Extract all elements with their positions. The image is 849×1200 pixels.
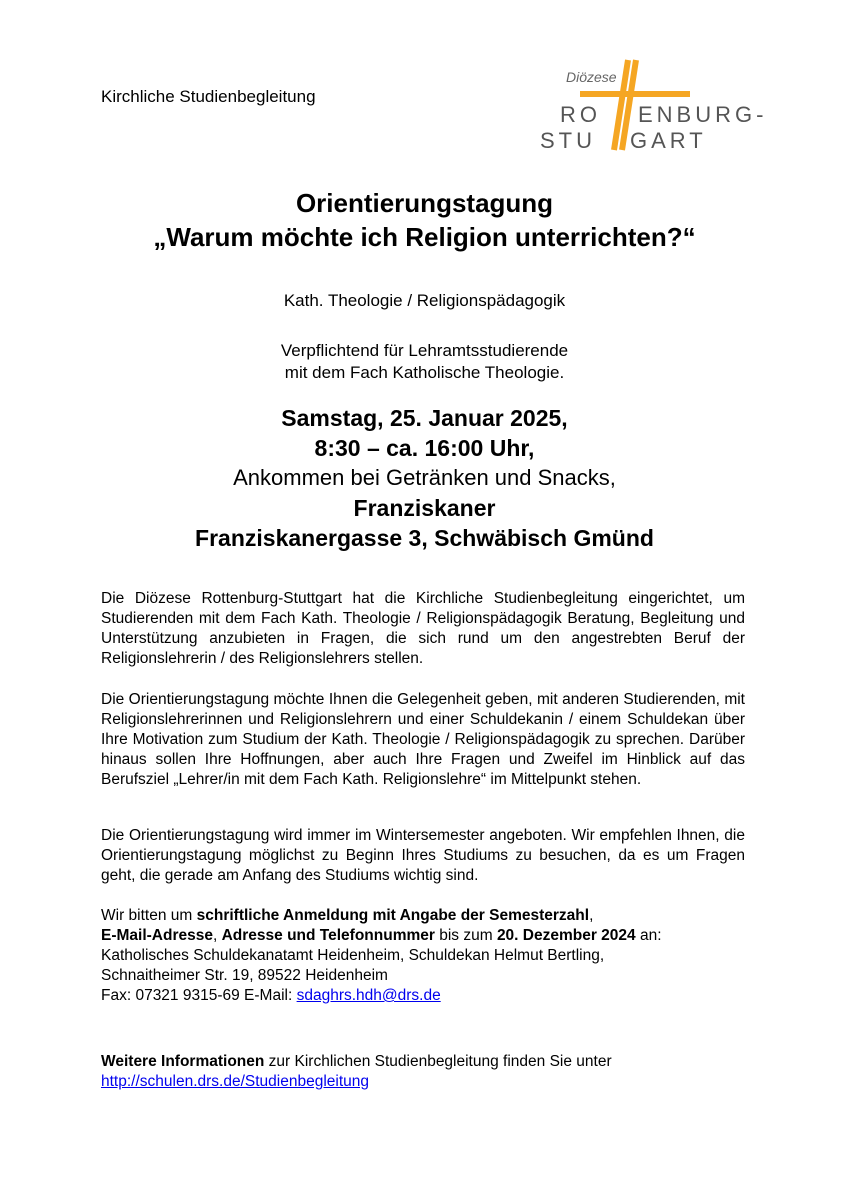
paragraph-purpose: Die Orientierungstagung möchte Ihnen die Gelegenheit geben, mit anderen Studierenden, mit Religionslehrerinnen und Religionslehrern und einer Schuldekanin / einem Schuldekan über Ihre Motivation zum Studium der Kath. Theologie / Religionspädagogik zu sprechen. Darüber hinaus sollen Ihre Hoffnungen, aber auch Ihre Fragen und Zweifel im Hinblick auf das Berufsziel „Lehrer/in mit dem Fach Kath. Religionslehre“ im Mittelpunkt stehen. [101, 691, 745, 788]
registration-bold-2: E-Mail-Adresse [101, 927, 213, 944]
diocese-logo [540, 58, 770, 158]
registration-office: Katholisches Schuldekanatamt Heidenheim, Schuldekan Helmut Bertling, [101, 947, 605, 964]
mandatory-line2: mit dem Fach Katholische Theologie. [284, 363, 565, 382]
logo-line1b: ENBURG- [638, 102, 768, 127]
title-line1: Orientierungstagung [295, 188, 554, 218]
event-address: Franziskanergasse 3, Schwäbisch Gmünd [195, 525, 654, 551]
event-venue: Franziskaner [353, 495, 496, 521]
event-arrival: Ankommen bei Getränken und Snacks, [233, 465, 616, 490]
registration-street: Schnaitheimer Str. 19, 89522 Heidenheim [101, 967, 388, 984]
registration-block [101, 906, 745, 1006]
page-title [0, 186, 849, 254]
more-info-text: zur Kirchlichen Studienbegleitung finden Sie unter [264, 1053, 612, 1070]
logo-line1: RO [560, 102, 601, 127]
mandatory-note [0, 340, 849, 384]
logo-line2: STU [540, 128, 596, 153]
email-link[interactable]: sdaghrs.hdh@drs.de [296, 987, 441, 1004]
registration-intro: Wir bitten um [101, 907, 197, 924]
more-info-link[interactable]: http://schulen.drs.de/Studienbegleitung [101, 1073, 369, 1090]
event-date: Samstag, 25. Januar 2025, [281, 405, 568, 431]
diocese-logo-graphic [540, 58, 770, 158]
title-line2: „Warum möchte ich Religion unterrichten?“ [153, 222, 696, 252]
logo-top-word: Diözese [566, 69, 617, 85]
registration-deadline: 20. Dezember 2024 [496, 927, 636, 944]
logo-line2b: GART [630, 128, 707, 153]
registration-fax: Fax: 07321 9315-69 E-Mail: [101, 987, 297, 1004]
subject-line: Kath. Theologie / Religionspädagogik [283, 291, 566, 310]
event-details [0, 403, 849, 553]
header-label: Kirchliche Studienbegleitung [101, 87, 316, 106]
more-info-bold: Weitere Informationen [101, 1053, 265, 1070]
registration-end: an: [635, 927, 662, 944]
more-info-block [101, 1052, 745, 1092]
registration-bold-1: schriftliche Anmeldung mit Angabe der Semesterzahl [196, 907, 590, 924]
paragraph-recommendation: Die Orientierungstagung wird immer im Wintersemester angeboten. Wir empfehlen Ihnen, die Orientierungstagung möglichst zu Beginn Ihres Studiums zu besuchen, da es um Fragen geht, die gerade am Anfang des Studiums wichtig sind. [101, 827, 745, 884]
registration-comma-2: , [212, 927, 222, 944]
registration-mid: bis zum [434, 927, 497, 944]
event-time: 8:30 – ca. 16:00 Uhr, [314, 435, 535, 461]
registration-bold-3: Adresse und Telefonnummer [221, 927, 435, 944]
registration-comma-1: , [589, 907, 594, 924]
mandatory-line1: Verpflichtend für Lehramtsstudierende [280, 341, 569, 360]
paragraph-intro: Die Diözese Rottenburg-Stuttgart hat die Kirchliche Studienbegleitung eingerichtet, um Studierenden mit dem Fach Kath. Theologie / Religionspädagogik Beratung, Begleitung und Unterstützung anzubieten in Fragen, die sich rund um den angestrebten Beruf der Religionslehrerin / des Religionslehrers stellen. [101, 590, 745, 667]
